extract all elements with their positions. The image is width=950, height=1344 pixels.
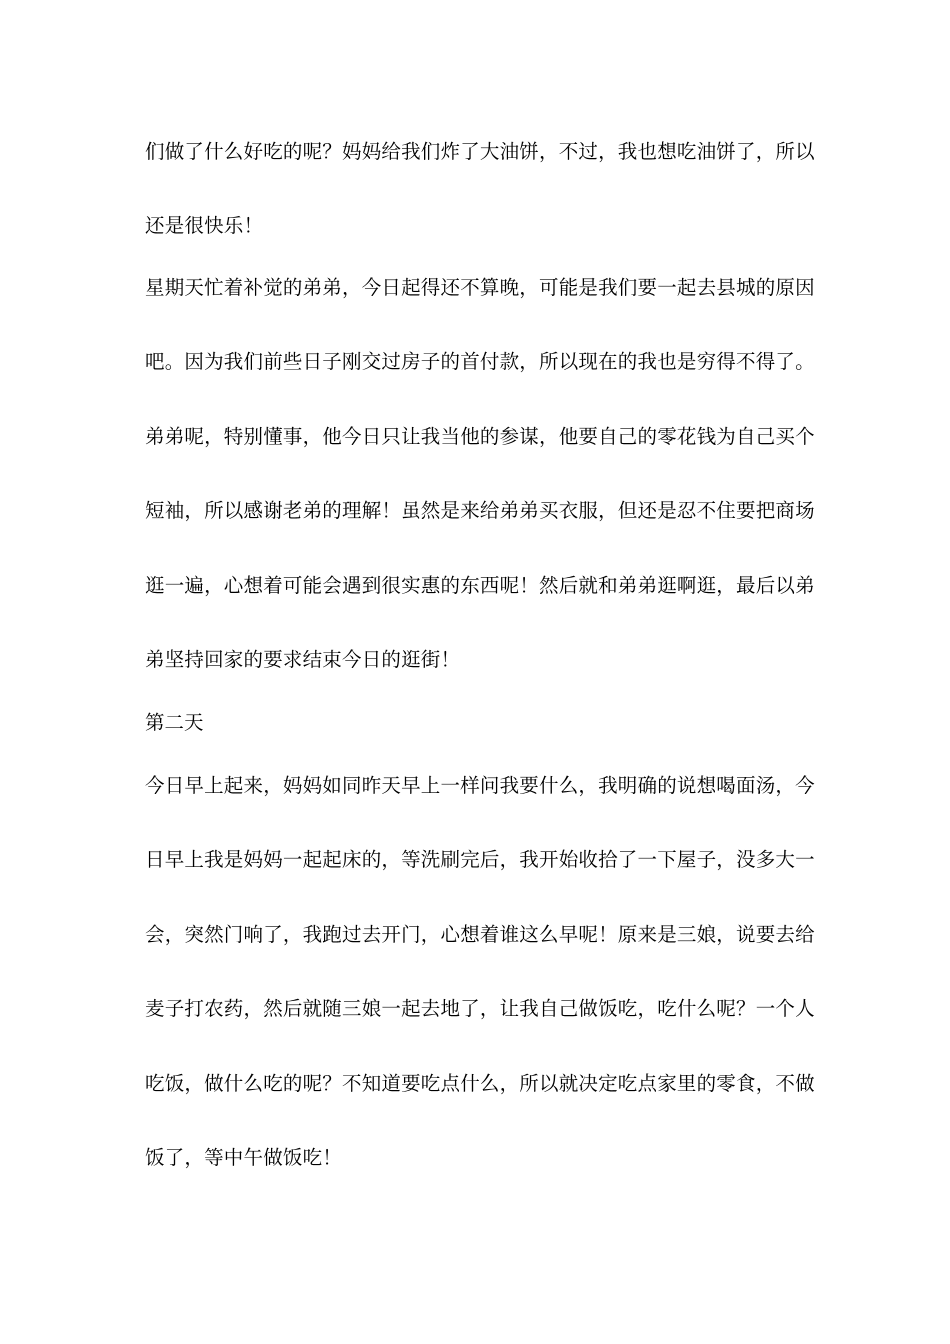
paragraph-3-line-4: 麦子打农药，然后就随三娘一起去地了，让我自己做饭吃，吃什么呢？一个人 <box>145 997 815 1020</box>
paragraph-3-line-5: 吃饭，做什么吃的呢？不知道要吃点什么，所以就决定吃点家里的零食，不做 <box>145 1072 815 1095</box>
paragraph-3-line-6: 饭了，等中午做饭吃！ <box>145 1146 343 1169</box>
paragraph-3-line-1: 今日早上起来，妈妈如同昨天早上一样问我要什么，我明确的说想喝面汤，今 <box>145 774 815 797</box>
paragraph-2-line-1: 星期天忙着补觉的弟弟，今日起得还不算晚，可能是我们要一起去县城的原因 <box>145 276 815 299</box>
paragraph-3-line-2: 日早上我是妈妈一起起床的，等洗刷完后，我开始收拾了一下屋子，没多大一 <box>145 848 815 871</box>
paragraph-2-line-2: 吧。因为我们前些日子刚交过房子的首付款，所以现在的我也是穷得不得了。 <box>145 350 815 373</box>
paragraph-2-line-3: 弟弟呢，特别懂事，他今日只让我当他的参谋，他要自己的零花钱为自己买个 <box>145 425 815 448</box>
section-heading: 第二天 <box>145 711 204 734</box>
paragraph-1-line-1: 们做了什么好吃的呢？妈妈给我们炸了大油饼，不过，我也想吃油饼了，所以 <box>145 140 815 163</box>
paragraph-2-line-4: 短袖，所以感谢老弟的理解！虽然是来给弟弟买衣服，但还是忍不住要把商场 <box>145 499 815 522</box>
paragraph-2-line-5: 逛一遍，心想着可能会遇到很实惠的东西呢！然后就和弟弟逛啊逛，最后以弟 <box>145 574 815 597</box>
paragraph-1-line-2: 还是很快乐！ <box>145 214 264 237</box>
paragraph-3-line-3: 会，突然门响了，我跑过去开门，心想着谁这么早呢！原来是三娘，说要去给 <box>145 923 815 946</box>
paragraph-2-line-6: 弟坚持回家的要求结束今日的逛街！ <box>145 648 461 671</box>
